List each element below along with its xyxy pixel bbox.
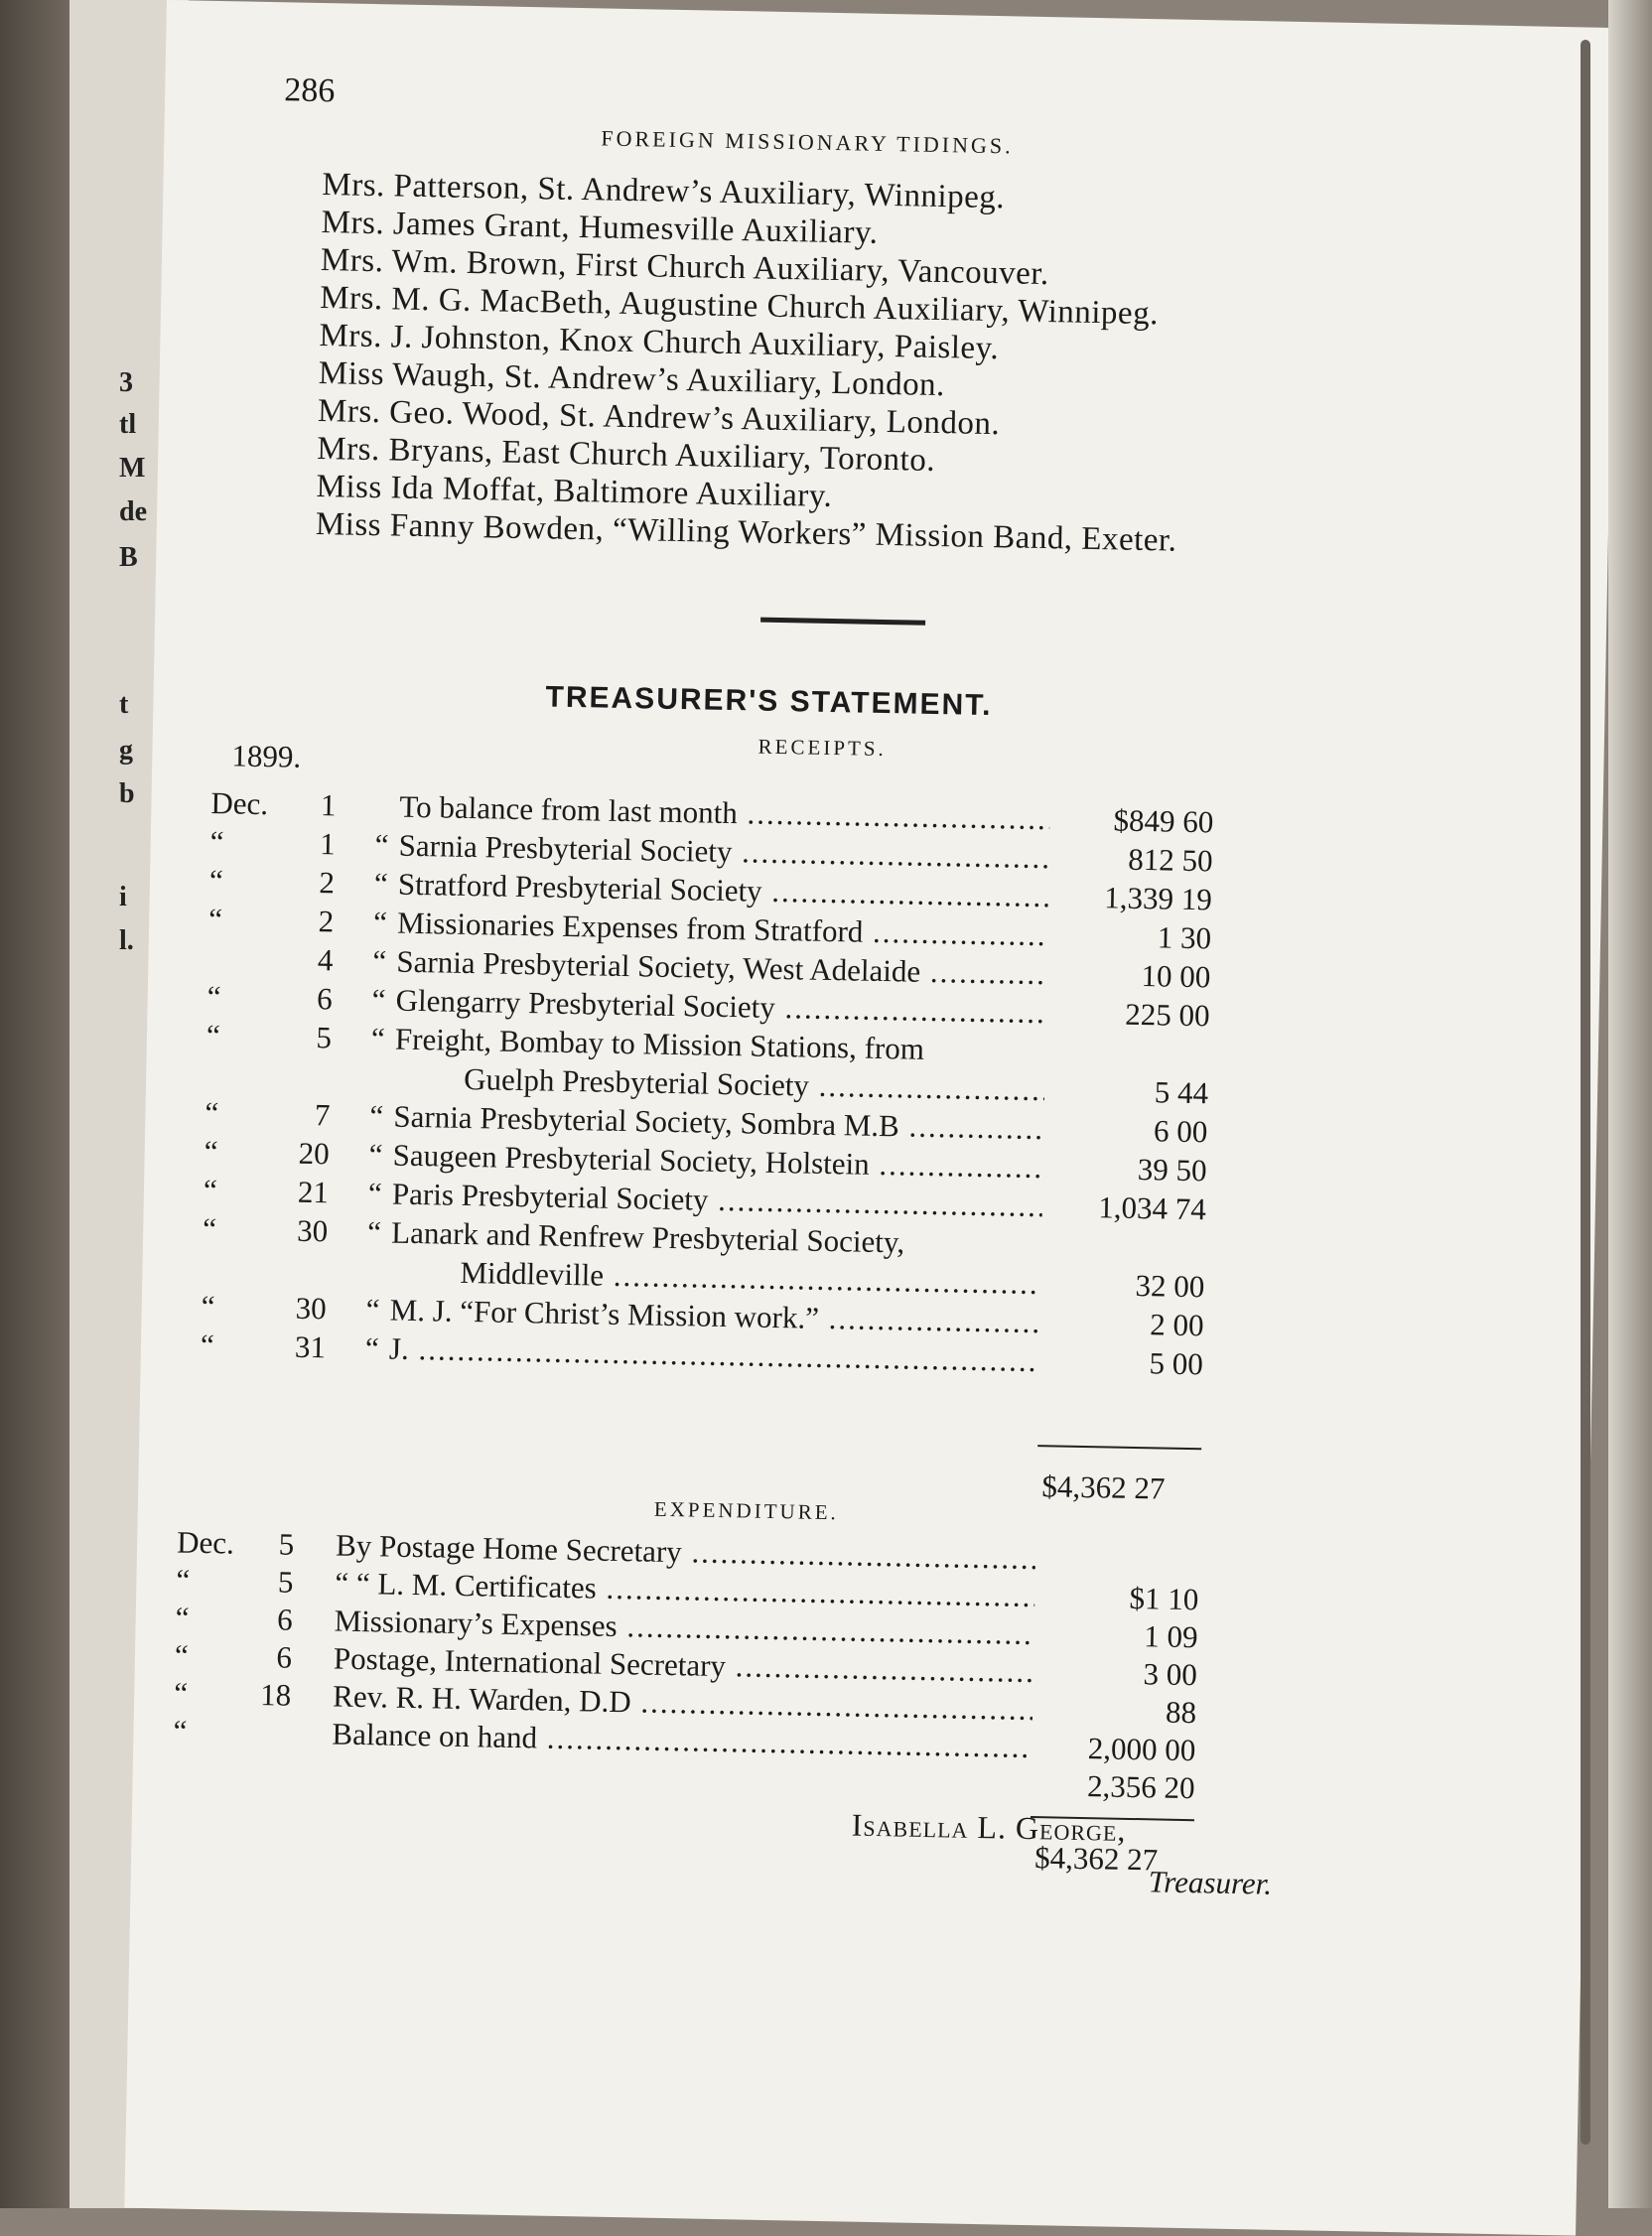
ditto-mark: “: [365, 1292, 380, 1328]
facing-page-fragment: M: [119, 453, 146, 484]
receipt-month: “: [207, 901, 223, 937]
plant-stem-overlay: [1581, 40, 1590, 2145]
receipt-amount: 6 00: [1153, 1113, 1208, 1150]
receipt-description: Sarnia Presbyterial Society, Sombra M.B .....: [393, 1099, 1044, 1148]
receipts-total-rule: [1037, 1445, 1201, 1450]
ditto-mark: “: [368, 1137, 383, 1173]
receipt-amount: 225 00: [1124, 996, 1210, 1034]
receipt-day: 7: [314, 1097, 331, 1133]
member-line: Miss Waugh, St. Andrew’s Auxiliary, London.: [318, 355, 946, 404]
receipt-description: Missionaries Expenses from Stratford .....: [397, 906, 1048, 954]
receipt-amount: 1 30: [1157, 919, 1212, 956]
section-divider: [760, 618, 925, 626]
expenditure-month: Dec.: [176, 1524, 235, 1561]
receipt-month: “: [201, 1288, 215, 1325]
receipt-day: [286, 1057, 332, 1058]
ditto-mark: “: [374, 827, 389, 863]
statement-title: TREASURER'S STATEMENT.: [545, 680, 993, 723]
expenditure-day: [250, 1752, 290, 1753]
facing-page-fragment: B: [119, 542, 138, 573]
ditto-mark: “: [370, 1021, 386, 1056]
expenditure-description: Rev. R. H. Warden, D.D .....: [333, 1679, 1033, 1729]
receipt-amount: 5 44: [1154, 1074, 1209, 1111]
receipt-description: Stratford Presbyterial Society .....: [398, 867, 1049, 915]
expenditure-heading: EXPENDITURE.: [653, 1496, 840, 1525]
receipt-day: 21: [297, 1174, 330, 1210]
expenditure-day: 5: [278, 1526, 295, 1562]
member-line: Mrs. M. G. MacBeth, Augustine Church Auxiliary, Winnipeg.: [319, 280, 1160, 333]
page-shadow: [1608, 0, 1652, 2208]
receipt-description: Sarnia Presbyterial Society .....: [398, 828, 1049, 877]
member-line: Miss Fanny Bowden, “Willing Workers” Mission Band, Exeter.: [315, 505, 1177, 559]
facing-page-fragment: i: [119, 882, 127, 912]
member-line: Mrs. Bryans, East Church Auxiliary, Toronto.: [317, 430, 936, 479]
receipt-day: 1: [320, 787, 337, 823]
expenditure-month: “: [176, 1562, 191, 1598]
receipt-day: 30: [296, 1212, 329, 1249]
ditto-mark: “: [369, 1098, 384, 1134]
receipt-day: [282, 1251, 328, 1252]
expenditure-amount: 1 09: [1143, 1618, 1198, 1655]
member-line: Miss Ida Moffat, Baltimore Auxiliary.: [316, 468, 833, 514]
expenditure-total: $4,362 27: [1033, 1840, 1159, 1878]
receipt-amount: 32 00: [1135, 1267, 1205, 1305]
ditto-mark: “: [364, 1330, 380, 1366]
expenditure-month: “: [173, 1675, 189, 1711]
receipt-description: Glengarry Presbyterial Society .....: [395, 983, 1046, 1032]
expenditure-amount: 2,356 20: [1086, 1768, 1195, 1806]
expenditure-amount: [1050, 1541, 1199, 1544]
member-line: Mrs. James Grant, Humesville Auxiliary.: [321, 205, 879, 251]
member-line: Mrs. Patterson, St. Andrew’s Auxiliary, Winnipeg.: [322, 167, 1006, 216]
receipt-amount: 5 00: [1149, 1345, 1204, 1382]
expenditure-description: “ “ L. M. Certificates .....: [335, 1566, 1035, 1615]
treasurer-title: Treasurer.: [1148, 1864, 1273, 1901]
member-line: Mrs. J. Johnston, Knox Church Auxiliary, Paisley.: [319, 318, 1000, 367]
receipt-month: “: [208, 862, 224, 899]
statement-year: 1899.: [231, 738, 302, 774]
receipt-amount: $849 60: [1113, 802, 1214, 840]
receipt-description: Sarnia Presbyterial Society, West Adelaide .....: [396, 944, 1047, 993]
expenditure-month: “: [173, 1713, 188, 1748]
facing-page-fragment: tl: [119, 409, 137, 440]
expenditure-description: Balance on hand .....: [332, 1717, 1032, 1766]
receipt-day: 20: [298, 1135, 331, 1172]
facing-page-fragment: b: [119, 778, 135, 809]
receipt-day: 2: [319, 865, 336, 901]
receipt-month: “: [206, 1017, 221, 1053]
expenditure-amount: $1 10: [1129, 1580, 1199, 1617]
facing-page-fragment: t: [119, 689, 129, 720]
expenditure-amount: 3 00: [1143, 1656, 1198, 1693]
ditto-mark: “: [371, 982, 386, 1018]
receipt-description: Saugeen Presbyterial Society, Holstein .....: [392, 1138, 1043, 1187]
receipt-day: 30: [295, 1290, 328, 1327]
book-page: [124, 0, 1617, 2236]
member-line: Mrs. Wm. Brown, First Church Auxiliary, Vancouver.: [320, 242, 1050, 293]
receipt-amount: 812 50: [1127, 841, 1213, 879]
expenditure-day: [251, 1715, 291, 1716]
expenditure-month: “: [174, 1637, 190, 1673]
expenditure-description: Postage, International Secretary .....: [334, 1641, 1034, 1691]
receipt-day: 31: [294, 1328, 327, 1365]
receipts-heading: RECEIPTS.: [757, 734, 887, 762]
receipt-description: Lanark and Renfrew Presbyterial Society,: [390, 1214, 905, 1260]
receipt-month: Dec.: [210, 785, 269, 822]
facing-page-fragment: g: [119, 735, 133, 766]
receipt-day: 6: [316, 981, 334, 1017]
receipt-description: Middleville .....: [460, 1255, 1041, 1302]
receipt-description: Freight, Bombay to Mission Stations, from: [394, 1021, 925, 1066]
treasurer-signature: Isabella L. George,: [851, 1806, 1127, 1848]
ditto-mark: “: [372, 943, 387, 979]
receipt-month: “: [204, 1133, 218, 1170]
expenditure-description: Missionary’s Expenses .....: [334, 1604, 1034, 1653]
receipt-month: “: [209, 823, 224, 860]
ditto-mark: “: [366, 1214, 382, 1250]
receipt-month: “: [206, 978, 221, 1015]
page-number: 286: [283, 71, 336, 110]
expenditure-amount: 88: [1165, 1694, 1197, 1731]
receipt-day: 1: [319, 826, 337, 862]
receipt-description: Guelph Presbyterial Society .....: [464, 1061, 1045, 1108]
receipt-amount: 2 00: [1149, 1307, 1204, 1343]
expenditure-day: 6: [276, 1602, 294, 1637]
receipt-month: “: [202, 1210, 217, 1247]
receipt-day: 5: [316, 1020, 333, 1055]
facing-page-fragment: de: [119, 496, 147, 527]
receipt-month: “: [200, 1327, 215, 1363]
receipt-day: 4: [317, 942, 334, 978]
expenditure-description: By Postage Home Secretary .....: [336, 1528, 1036, 1578]
receipt-amount: 1,034 74: [1097, 1189, 1207, 1227]
expenditure-amount: 2,000 00: [1087, 1731, 1196, 1768]
expenditure-day: 6: [276, 1639, 293, 1675]
ditto-mark: “: [372, 905, 388, 940]
receipt-amount: 10 00: [1141, 958, 1211, 995]
expenditure-day: 5: [277, 1564, 294, 1600]
receipt-month: “: [205, 1094, 219, 1131]
expenditure-day: 18: [259, 1677, 292, 1713]
receipt-day: 2: [318, 904, 335, 939]
receipt-description: M. J. “For Christ’s Mission work.” .....: [389, 1293, 1040, 1341]
receipts-total: $4,362 27: [1041, 1468, 1166, 1506]
receipt-amount: 1,339 19: [1103, 880, 1213, 917]
receipt-amount: 39 50: [1137, 1151, 1207, 1188]
facing-page-fragment: l.: [119, 925, 134, 956]
ditto-mark: “: [373, 866, 389, 902]
facing-page-fragment: 3: [119, 367, 133, 398]
receipt-description: To balance from last month .....: [399, 789, 1050, 838]
running-head: FOREIGN MISSIONARY TIDINGS.: [601, 125, 1014, 159]
ditto-mark: “: [367, 1176, 383, 1211]
expenditure-month: “: [175, 1600, 190, 1635]
receipt-description: J. .....: [389, 1331, 1040, 1380]
member-line: Mrs. Geo. Wood, St. Andrew’s Auxiliary, London.: [317, 392, 1001, 443]
receipt-description: Paris Presbyterial Society .....: [392, 1177, 1043, 1225]
receipt-month: “: [203, 1172, 218, 1208]
